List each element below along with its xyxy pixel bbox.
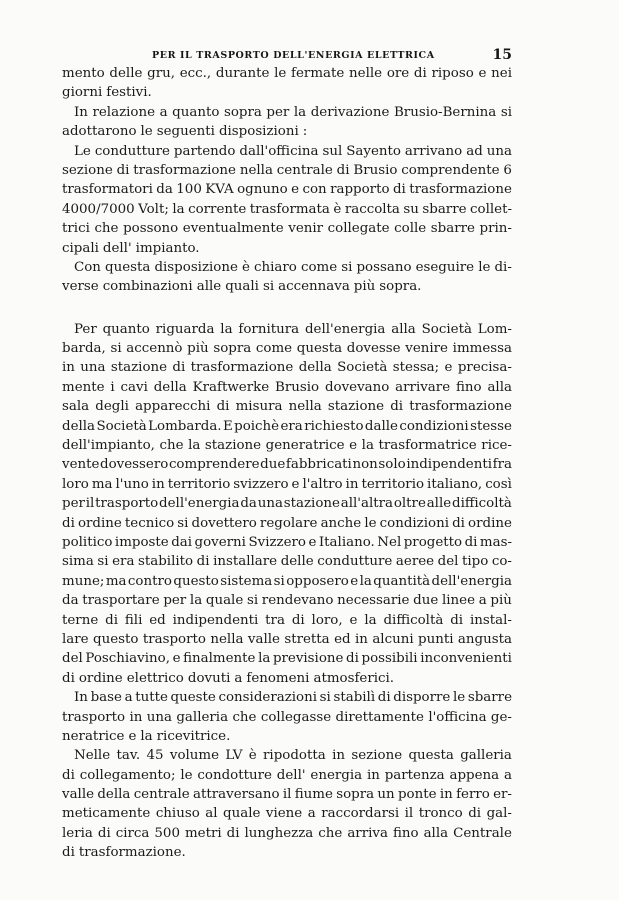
paragraph [62, 746, 512, 862]
text-line: dell'impianto, che la stazione generatrice e la trasformatrice rice- [62, 438, 512, 454]
text-line: trasformatori da 100 KVA ognuno e con rapporto di trasformazione [62, 182, 512, 198]
text-line: lare questo trasporto nella valle stretta ed in alcuni punti angusta [62, 631, 512, 647]
text-line: verse combinazioni alle quali si accennava più sopra. [62, 279, 422, 295]
text-line: trasporto in una galleria che collegasse direttamente l'officina ge- [62, 709, 512, 725]
text-line: valle della centrale attraversano il fiume sopra un ponte in ferro er- [62, 787, 512, 803]
text-line: del Poschiavino, e finalmente la previsione di possibili inconvenienti [62, 651, 512, 667]
text-line: terne di fili ed indipendenti tra di loro, e la difficoltà di instal- [62, 612, 512, 628]
text-line: per il trasporto dell'energia da una stazione all'altra oltre alle difficoltà [62, 496, 512, 512]
text-line: trici che possono eventualmente venir collegate colle sbarre prin- [62, 221, 512, 237]
page-number: 15 [492, 47, 512, 63]
text-line: neratrice e la ricevitrice. [62, 728, 231, 744]
body-text [62, 64, 512, 863]
text-line: di ordine elettrico dovuti a fenomeni atmosferici. [62, 670, 395, 686]
text-line: leria di circa 500 metri di lunghezza che arriva fino alla Centrale [62, 825, 512, 841]
text-line: cipali dell' impianto. [62, 240, 200, 256]
paragraph [62, 103, 512, 142]
running-title: PER IL TRASPORTO DELL'ENERGIA ELETTRICA [152, 50, 435, 61]
text-line: loro ma l'uno in territorio svizzero e l'altro in territorio italiano, così [62, 476, 512, 492]
text-line: vente dovessero comprendere due fabbricati non solo indipendenti fra [62, 457, 512, 473]
text-line: Per quanto riguarda la fornitura dell'energia alla Società Lom- [74, 321, 512, 337]
paragraph [62, 142, 512, 258]
text-line: di ordine tecnico si dovettero regolare anche le condizioni di ordine [62, 515, 512, 531]
text-line: In relazione a quanto sopra per la derivazione Brusio-Bernina si [74, 104, 512, 120]
text-line: giorni festivi. [62, 85, 152, 101]
text-line: sala degli apparecchi di misura nella stazione di trasformazione [62, 399, 512, 415]
text-line: Le condutture partendo dall'officina sul Sayento arrivano ad una [74, 143, 512, 159]
text-line: di trasformazione. [62, 845, 186, 861]
paragraph [62, 258, 512, 297]
paragraph [62, 320, 512, 688]
text-line: Nelle tav. 45 volume LV è ripodotta in sezione questa galleria [74, 748, 512, 764]
text-line: sezione di trasformazione nella centrale di Brusio comprendente 6 [62, 162, 512, 178]
text-line: politico imposte dai governi Svizzero e Italiano. Nel progetto di mas- [62, 534, 512, 550]
page-header [62, 48, 512, 64]
text-line: da trasportare per la quale si rendevano necessarie due linee a più [62, 593, 512, 609]
text-line: Con questa disposizione è chiaro come si possano eseguire le di- [74, 259, 512, 275]
text-line: mento delle gru, ecc., durante le fermate nelle ore di riposo e nei [62, 66, 512, 81]
text-line: adottarono le seguenti disposizioni : [62, 124, 308, 140]
text-line: In base a tutte queste considerazioni si stabilì di disporre le sbarre [74, 690, 512, 706]
text-line: di collegamento; le condotture dell' energia in partenza appena a [62, 767, 512, 783]
text-line: 4000/7000 Volt; la corrente trasformata è raccolta su sbarre collet- [62, 201, 512, 217]
text-line: meticamente chiuso al quale viene a raccordarsi il tronco di gal- [62, 806, 512, 822]
paragraph [62, 64, 512, 103]
text-line: mente i cavi della Kraftwerke Brusio dovevano arrivare fino alla [62, 379, 512, 395]
text-line: barda, si accennò più sopra come questa dovesse venire immessa [62, 341, 512, 357]
text-line: della Società Lombarda. E poichè era richiesto dalle condizioni stesse [62, 418, 512, 434]
text-line: sima si era stabilito di installare delle condutture aeree del tipo co- [62, 554, 512, 570]
paragraph [62, 688, 512, 746]
paragraph-gap [62, 297, 512, 320]
text-line: mune; ma contro questo sistema si opposero e la quantità dell'energia [62, 573, 512, 589]
text-line: in una stazione di trasformazione della Società stessa; e precisa- [62, 360, 512, 376]
